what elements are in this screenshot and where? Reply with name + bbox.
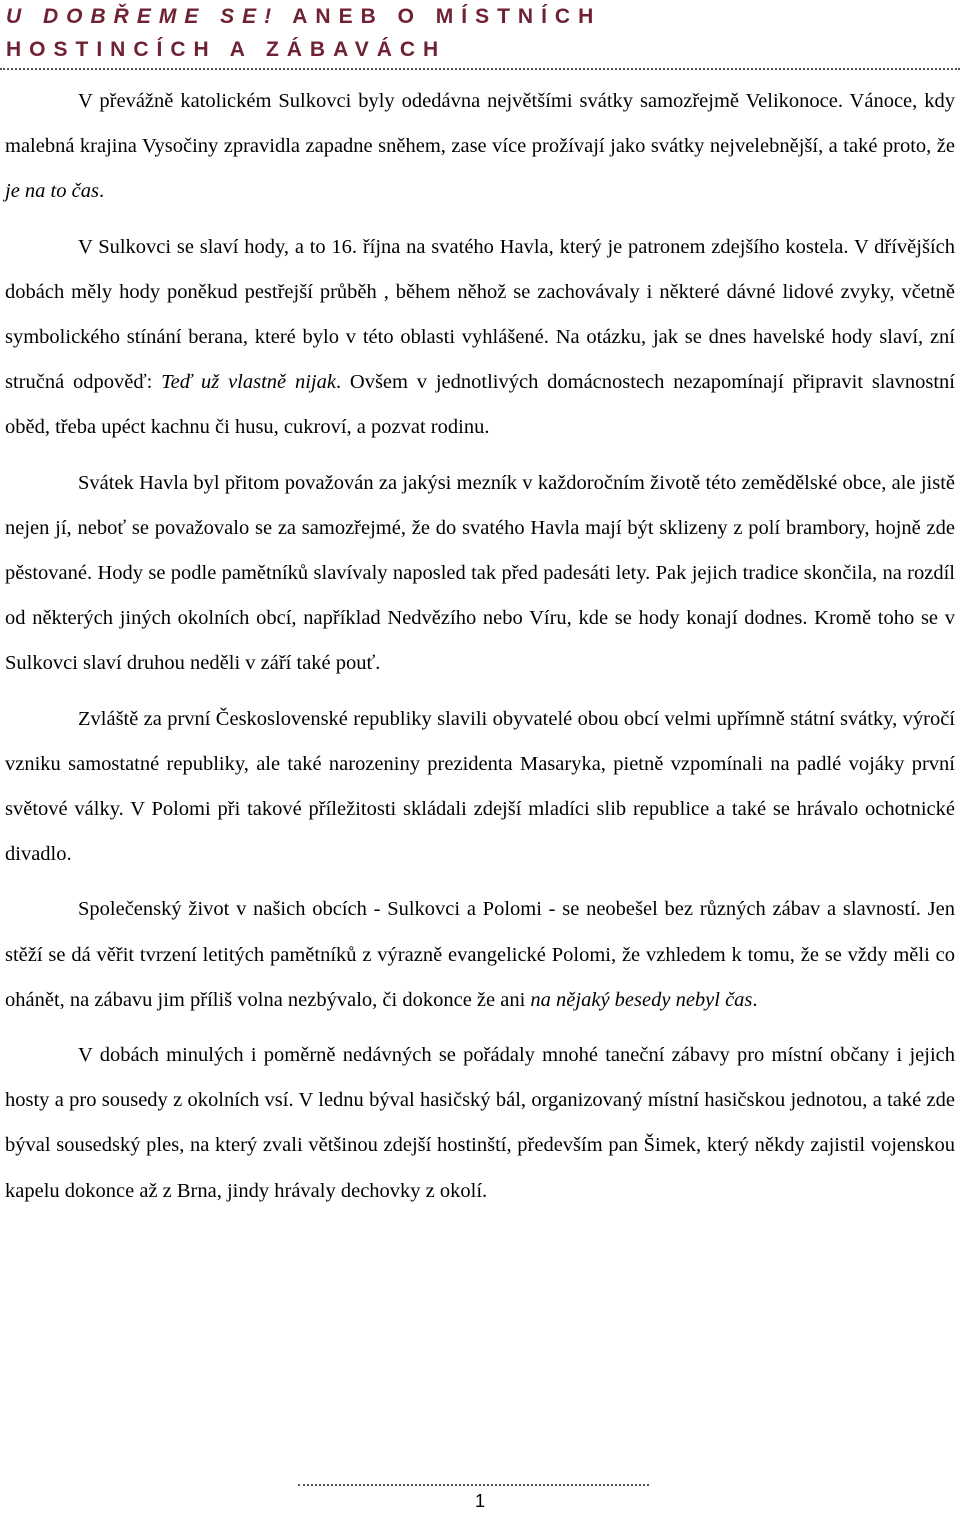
paragraph-5	[5, 887, 955, 1023]
header-line-2: HOSTINCÍCH A ZÁBAVÁCH	[6, 38, 447, 61]
header-motto: U DOBŘEME SE!	[6, 5, 280, 28]
paragraph-text: V Sulkovci se slaví hody, a to 16. října na svatého Havla, který je patronem zdejšího kostela. V dřívějších dobách měly hody poněkud pestřejší průběh , během něhož se zachovávaly i některé dávné lidové zvyky, včetně symbolického stínání berana, které bylo v této oblasti vyhlášené. Na otázku, jak se dnes havelské hody slaví, zní stručná odpověď:	[5, 235, 955, 394]
header-title-part-1: ANEB O MÍSTNÍCH	[279, 5, 602, 28]
footer-divider	[298, 1484, 649, 1486]
paragraph-6	[5, 1033, 955, 1214]
header-line-1	[6, 0, 601, 34]
paragraph-text: V dobách minulých i poměrně nedávných se pořádaly mnohé taneční zábavy pro místní občany i jejich hosty a pro sousedy z okolních vsí. V lednu býval hasičský bál, organizovaný místní hasičskou jednotou, a také zde býval sousedský ples, na který zvali většinou zdejší hostinští, především pan Šimek, který někdy zajistil vojenskou kapelu dokonce až z Brna, jindy hrávaly dechovky z okolí.	[5, 1044, 955, 1202]
paragraph-emphasis: je na to čas	[5, 180, 99, 203]
document-body	[5, 79, 955, 1214]
header-divider	[0, 68, 960, 70]
paragraph-text: Svátek Havla byl přitom považován za jakýsi mezník v každoročním životě této zemědělské obce, ale jistě nejen jí, neboť se považovalo se za samozřejmé, že do svatého Havla mají být sklizeny z polí brambory, hojně zde pěstované. Hody se podle pamětníků slavívaly naposled tak před padesáti lety. Pak jejich tradice skončila, na rozdíl od některých jiných okolních obcí, například Nedvězího nebo Víru, kde se hody konají dodnes. Kromě toho se v Sulkovci slaví druhou neděli v září také pouť.	[5, 471, 955, 675]
paragraph-1	[5, 79, 955, 215]
paragraph-4	[5, 697, 955, 878]
paragraph-emphasis: na nějaký besedy nebyl čas	[530, 988, 753, 1011]
paragraph-text: Zvláště za první Československé republiky slavili obyvatelé obou obcí velmi upřímně státní svátky, výročí vzniku samostatné republiky, ale také narozeniny prezidenta Masaryka, pietně vzpomínali na padlé vojáky první světové války. V Polomi při takové příležitosti skládali zdejší mladíci slib republice a také se hrávalo ochotnické divadlo.	[5, 707, 955, 866]
paragraph-3	[5, 461, 955, 687]
paragraph-emphasis: Teď už vlastně nijak	[161, 371, 336, 394]
paragraph-text: .	[98, 180, 105, 203]
paragraph-2	[5, 225, 955, 451]
paragraph-text: .	[752, 988, 758, 1011]
paragraph-text: Společenský život v našich obcích - Sulkovci a Polomi - se neobešel bez různých zábav a slavností. Jen stěží se dá věřit tvrzení letitých pamětníků z výrazně evangelické Polomi, že vzhledem k tomu, že se vždy měli co ohánět, na zábavu jim příliš volna nezbývalo, či dokonce že ani	[5, 898, 955, 1011]
paragraph-text: V převážně katolickém Sulkovci byly odedávna největšími svátky samozřejmě Velikonoce. Vánoce, kdy malebná krajina Vysočiny zpravidla zapadne sněhem, zase více prožívají jako svátky nejvelebnější, a také proto, že	[5, 90, 955, 158]
page-number: 1	[474, 1491, 485, 1511]
paragraph-text: . Ovšem v jednotlivých domácnostech nezapomínají připravit slavnostní oběd, třeba upéct kachnu či husu, cukroví, a pozvat rodinu.	[5, 371, 956, 439]
